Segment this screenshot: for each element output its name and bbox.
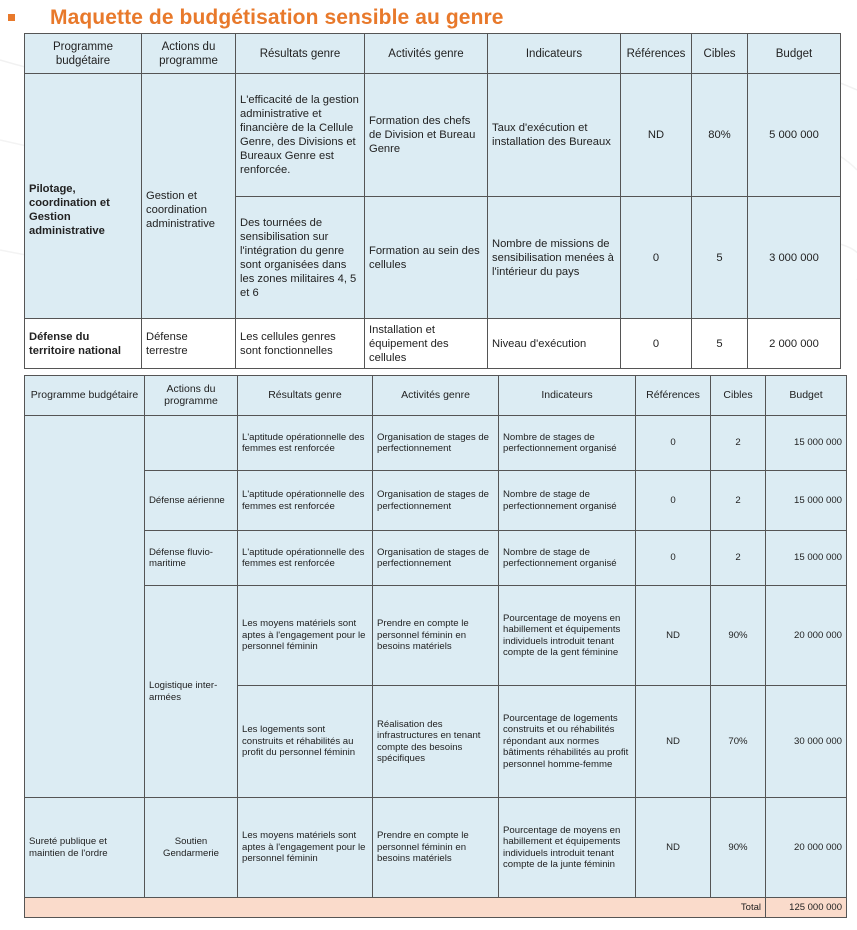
cell-budget: 30 000 000: [766, 686, 847, 798]
table-row: [25, 798, 847, 898]
cell-activite: Formation des chefs de Division et Bureau Genre: [365, 74, 488, 197]
table-row: [25, 74, 841, 197]
budget-table-1: [24, 33, 841, 369]
cell-budget: 15 000 000: [766, 531, 847, 586]
cell-budget: 3 000 000: [748, 197, 841, 319]
cell-programme-empty: [25, 416, 145, 798]
table2-header-row: [25, 376, 847, 416]
cell-cible: 70%: [711, 686, 766, 798]
table-row: [25, 586, 847, 686]
cell-programme: Pilotage, coordination et Gestion administrative: [25, 74, 142, 319]
cell-action: Gestion et coordination administrative: [142, 74, 236, 319]
cell-cible: 80%: [692, 74, 748, 197]
cell-resultat: Les moyens matériels sont aptes à l'engagement pour le personnel féminin: [238, 798, 373, 898]
cell-budget: 15 000 000: [766, 471, 847, 531]
header-programme: Programme budgétaire: [25, 376, 145, 416]
cell-reference: ND: [621, 74, 692, 197]
cell-resultat: L'aptitude opérationnelle des femmes est renforcée: [238, 416, 373, 471]
cell-cible: 2: [711, 471, 766, 531]
cell-resultat: Les logements sont construits et réhabilités au profit du personnel féminin: [238, 686, 373, 798]
header-budget: Budget: [748, 34, 841, 74]
cell-action: [145, 416, 238, 471]
cell-budget: 15 000 000: [766, 416, 847, 471]
cell-reference: 0: [636, 531, 711, 586]
header-indicateurs: Indicateurs: [499, 376, 636, 416]
cell-budget: 20 000 000: [766, 798, 847, 898]
cell-cible: 90%: [711, 586, 766, 686]
cell-action: Défense terrestre: [142, 319, 236, 369]
cell-resultat: Les cellules genres sont fonctionnelles: [236, 319, 365, 369]
cell-indicateur: Pourcentage de moyens en habillement et équipements individuels introduit tenant compte de la junte féminin: [499, 798, 636, 898]
cell-programme: Sureté publique et maintien de l'ordre: [25, 798, 145, 898]
cell-reference: 0: [636, 471, 711, 531]
table1-header-row: [25, 34, 841, 74]
bullet-marker: [8, 14, 15, 21]
cell-reference: ND: [636, 686, 711, 798]
cell-cible: 5: [692, 319, 748, 369]
cell-cible: 2: [711, 416, 766, 471]
cell-activite: Réalisation des infrastructures en tenant compte des besoins spécifiques: [373, 686, 499, 798]
cell-action: Logistique inter-armées: [145, 586, 238, 798]
header-budget: Budget: [766, 376, 847, 416]
header-actions: Actions du programme: [145, 376, 238, 416]
header-programme: Programme budgétaire: [25, 34, 142, 74]
page-title: Maquette de budgétisation sensible au genre: [50, 6, 504, 29]
cell-resultat: L'aptitude opérationnelle des femmes est renforcée: [238, 471, 373, 531]
cell-cible: 2: [711, 531, 766, 586]
cell-resultat: L'aptitude opérationnelle des femmes est renforcée: [238, 531, 373, 586]
cell-resultat: Les moyens matériels sont aptes à l'engagement pour le personnel féminin: [238, 586, 373, 686]
cell-indicateur: Nombre de stages de perfectionnement organisé: [499, 416, 636, 471]
cell-reference: ND: [636, 798, 711, 898]
cell-action: Défense fluvio-maritime: [145, 531, 238, 586]
cell-activite: Installation et équipement des cellules: [365, 319, 488, 369]
cell-reference: 0: [636, 416, 711, 471]
cell-action: Défense aérienne: [145, 471, 238, 531]
cell-indicateur: Nombre de stage de perfectionnement organisé: [499, 531, 636, 586]
cell-reference: ND: [636, 586, 711, 686]
cell-indicateur: Pourcentage de logements construits et ou réhabilités répondant aux normes bâtiments réhabilités au profit personnel homme-femme: [499, 686, 636, 798]
cell-budget: 2 000 000: [748, 319, 841, 369]
cell-indicateur: Nombre de stage de perfectionnement organisé: [499, 471, 636, 531]
cell-indicateur: Nombre de missions de sensibilisation menées à l'intérieur du pays: [488, 197, 621, 319]
cell-cible: 5: [692, 197, 748, 319]
cell-indicateur: Taux d'exécution et installation des Bureaux: [488, 74, 621, 197]
cell-budget: 20 000 000: [766, 586, 847, 686]
cell-activite: Prendre en compte le personnel féminin en besoins matériels: [373, 798, 499, 898]
budget-table-2: [24, 375, 847, 918]
cell-resultat: L'efficacité de la gestion administrative et financière de la Cellule Genre, des Divisions et Bureaux Genre est renforcée.: [236, 74, 365, 197]
header-cibles: Cibles: [692, 34, 748, 74]
table-row: [25, 416, 847, 471]
cell-indicateur: Pourcentage de moyens en habillement et équipements individuels introduit tenant compte de la gent féminine: [499, 586, 636, 686]
cell-indicateur: Niveau d'exécution: [488, 319, 621, 369]
header-resultats: Résultats genre: [238, 376, 373, 416]
table-row: [25, 319, 841, 369]
cell-activite: Organisation de stages de perfectionnement: [373, 416, 499, 471]
header-references: Références: [621, 34, 692, 74]
title-bar: [0, 2, 857, 34]
cell-activite: Organisation de stages de perfectionnement: [373, 471, 499, 531]
header-activites: Activités genre: [365, 34, 488, 74]
table-row: [25, 471, 847, 531]
cell-activite: Organisation de stages de perfectionnement: [373, 531, 499, 586]
header-activites: Activités genre: [373, 376, 499, 416]
table-row: [25, 531, 847, 586]
cell-budget: 5 000 000: [748, 74, 841, 197]
total-row: [25, 898, 847, 918]
header-indicateurs: Indicateurs: [488, 34, 621, 74]
cell-cible: 90%: [711, 798, 766, 898]
total-label: Total: [25, 898, 766, 918]
header-actions: Actions du programme: [142, 34, 236, 74]
header-references: Références: [636, 376, 711, 416]
cell-reference: 0: [621, 319, 692, 369]
header-cibles: Cibles: [711, 376, 766, 416]
cell-programme: Défense du territoire national: [25, 319, 142, 369]
header-resultats: Résultats genre: [236, 34, 365, 74]
cell-activite: Prendre en compte le personnel féminin en besoins matériels: [373, 586, 499, 686]
cell-resultat: Des tournées de sensibilisation sur l'intégration du genre sont organisées dans les zones militaires 4, 5 et 6: [236, 197, 365, 319]
total-value: 125 000 000: [766, 898, 847, 918]
cell-reference: 0: [621, 197, 692, 319]
cell-activite: Formation au sein des cellules: [365, 197, 488, 319]
cell-action: Soutien Gendarmerie: [145, 798, 238, 898]
